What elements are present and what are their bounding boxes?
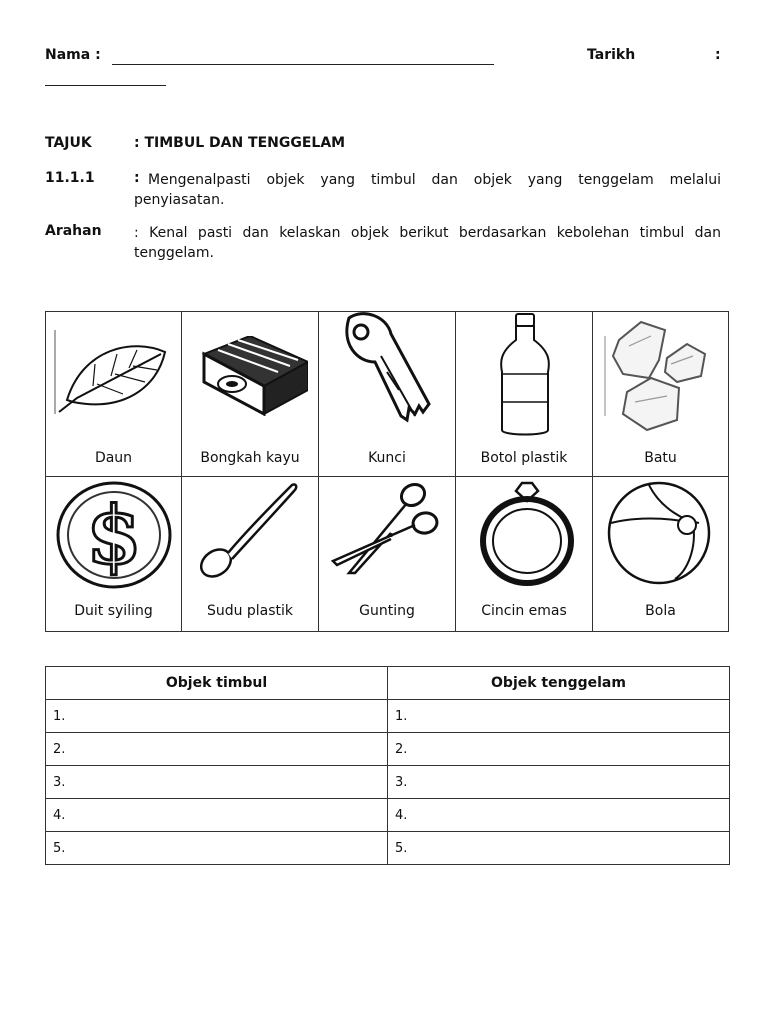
nama-input-line[interactable] xyxy=(112,64,494,65)
standard-colon: : xyxy=(134,170,140,186)
table-row xyxy=(46,733,730,766)
object-label: Gunting xyxy=(359,603,415,619)
objects-picture-table xyxy=(45,311,729,632)
answer-cell-timbul[interactable]: 3. xyxy=(46,766,388,799)
plastic-bottle-icon xyxy=(490,312,560,438)
ring-icon xyxy=(476,479,576,589)
object-cell-duit-syiling xyxy=(45,476,182,632)
key-icon xyxy=(335,312,445,437)
tajuk-value: : TIMBUL DAN TENGGELAM xyxy=(134,135,346,151)
arahan-text: : Kenal pasti dan kelaskan objek berikut berdasarkan kebolehan timbul dan tenggelam. xyxy=(134,225,721,261)
column-header-timbul: Objek timbul xyxy=(46,667,388,700)
object-cell-bongkah-kayu xyxy=(181,311,319,477)
answer-cell-timbul[interactable]: 1. xyxy=(46,700,388,733)
object-label: Botol plastik xyxy=(480,450,568,466)
answer-cell-tenggelam[interactable]: 3. xyxy=(388,766,730,799)
object-cell-batu xyxy=(592,311,729,477)
object-label: Daun xyxy=(94,450,133,466)
object-label: Bongkah kayu xyxy=(200,450,300,466)
answer-cell-tenggelam[interactable]: 5. xyxy=(388,832,730,865)
table-row xyxy=(46,832,730,865)
object-label: Duit syiling xyxy=(74,603,153,619)
answer-cell-tenggelam[interactable]: 4. xyxy=(388,799,730,832)
svg-text:$: $ xyxy=(86,488,142,582)
tajuk-label: TAJUK xyxy=(45,135,92,151)
object-cell-daun xyxy=(45,311,182,477)
column-header-tenggelam: Objek tenggelam xyxy=(388,667,730,700)
object-label: Sudu plastik xyxy=(206,603,294,619)
wood-block-icon xyxy=(198,336,308,416)
object-cell-sudu-plastik xyxy=(181,476,319,632)
object-cell-kunci xyxy=(318,311,456,477)
tarikh-input-line[interactable] xyxy=(45,85,166,86)
answer-table-header xyxy=(46,667,730,700)
nama-label: Nama : xyxy=(45,47,101,63)
standard-label: 11.1.1 xyxy=(45,170,95,186)
arahan-label: Arahan xyxy=(45,223,102,239)
ball-icon xyxy=(605,479,715,589)
object-cell-cincin-emas xyxy=(455,476,593,632)
spoon-icon xyxy=(196,479,306,589)
table-row xyxy=(46,700,730,733)
object-cell-botol-plastik xyxy=(455,311,593,477)
table-row xyxy=(46,766,730,799)
coin-icon xyxy=(54,479,174,589)
stone-icon xyxy=(601,316,721,436)
answer-cell-timbul[interactable]: 2. xyxy=(46,733,388,766)
object-cell-gunting xyxy=(318,476,456,632)
object-cell-bola xyxy=(592,476,729,632)
answer-cell-timbul[interactable]: 5. xyxy=(46,832,388,865)
answer-cell-tenggelam[interactable]: 1. xyxy=(388,700,730,733)
scissors-icon xyxy=(329,479,449,579)
answer-cell-timbul[interactable]: 4. xyxy=(46,799,388,832)
tarikh-colon: : xyxy=(715,47,721,63)
standard-text: Mengenalpasti objek yang timbul dan objek yang tenggelam melalui penyiasatan. xyxy=(134,172,721,208)
object-label: Kunci xyxy=(368,450,406,466)
object-label: Cincin emas xyxy=(481,603,567,619)
object-label: Batu xyxy=(644,450,677,466)
answer-table xyxy=(45,666,730,865)
answer-cell-tenggelam[interactable]: 2. xyxy=(388,733,730,766)
table-row xyxy=(46,799,730,832)
leaf-icon xyxy=(53,330,173,420)
object-label: Bola xyxy=(645,603,676,619)
tarikh-label: Tarikh xyxy=(587,47,636,63)
